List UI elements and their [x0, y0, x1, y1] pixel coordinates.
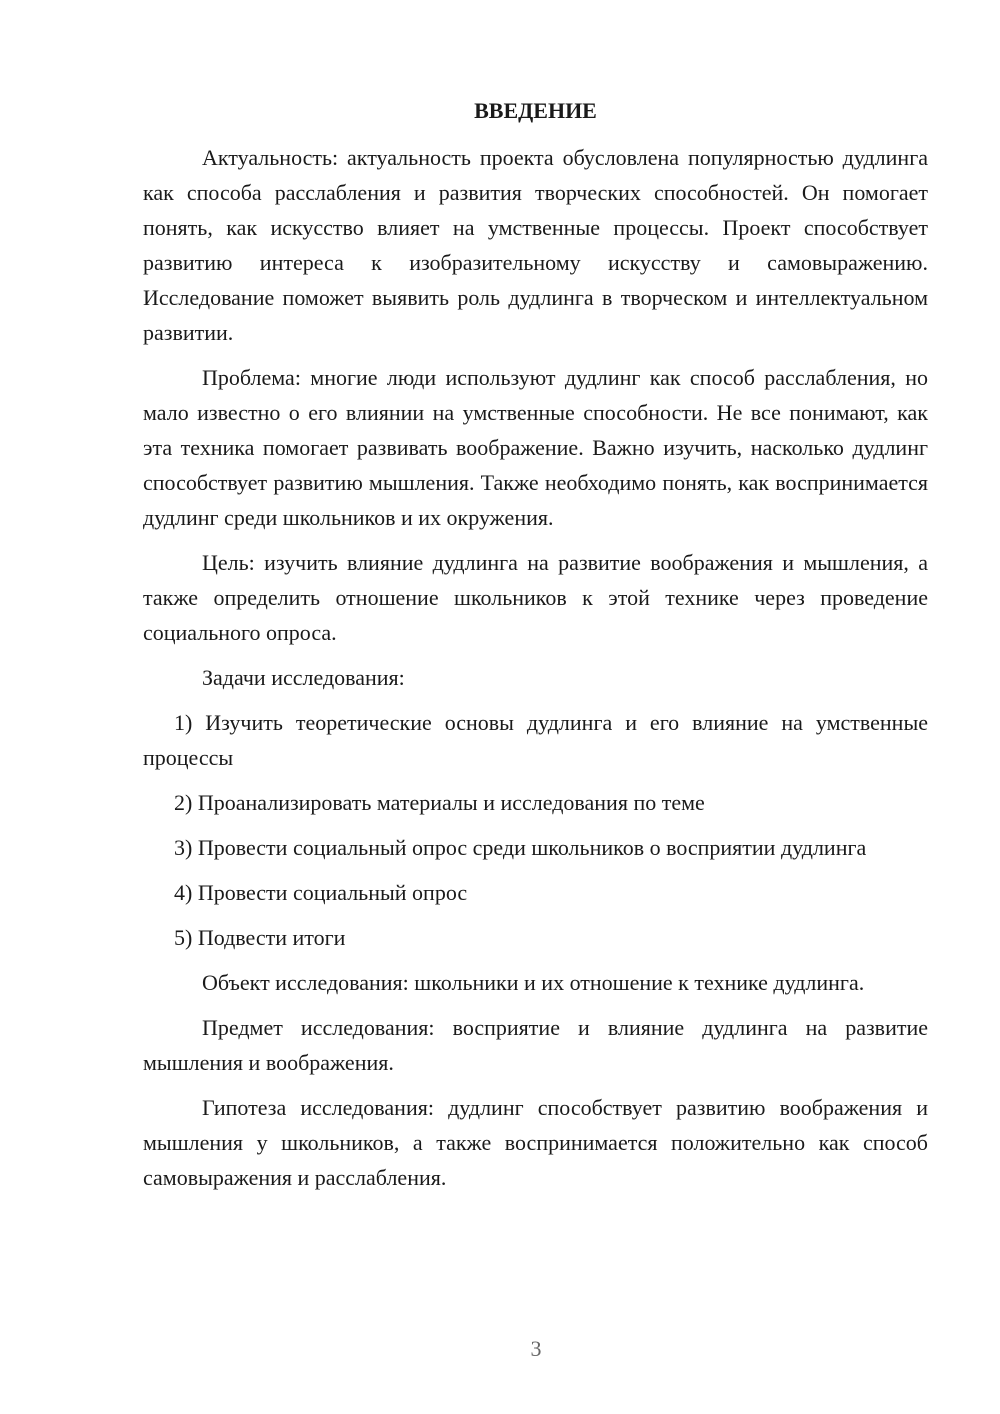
paragraph-goal: Цель: изучить влияние дудлинга на развитие воображения и мышления, а также определить отношение школьников к этой технике через проведение социального опроса.	[143, 550, 928, 645]
paragraph-relevance: Актуальность: актуальность проекта обусловлена популярностью дудлинга как способа расслабления и развития творческих способностей. Он помогает понять, как искусство влияет на умственные процессы. Проект способствует развитию интереса к изобразительному искусству и самовыражению. Исследование поможет выявить роль дудлинга в творческом и интеллектуальном развитии.	[143, 145, 928, 345]
paragraph-problem: Проблема: многие люди используют дудлинг как способ расслабления, но мало известно о его влиянии на умственные способности. Не все понимают, как эта техника помогает развивать воображение. Важно изучить, насколько дудлинг способствует развитию мышления. Также необходимо понять, как воспринимается дудлинг среди школьников и их окружения.	[143, 365, 928, 530]
paragraph-hypothesis: Гипотеза исследования: дудлинг способствует развитию воображения и мышления у школьников, а также воспринимается положительно как способ самовыражения и расслабления.	[143, 1095, 928, 1190]
list-item-task-1: 1) Изучить теоретические основы дудлинга и его влияние на умственные процессы	[143, 710, 928, 770]
tasks-heading: Задачи исследования:	[202, 665, 405, 690]
page-number: 3	[530, 1336, 542, 1361]
list-item-task-2: 2) Проанализировать материалы и исследования по теме	[174, 790, 705, 815]
page-title: ВВЕДЕНИЕ	[474, 98, 597, 123]
paragraph-object: Объект исследования: школьники и их отношение к технике дудлинга.	[202, 970, 865, 995]
document-body	[143, 96, 928, 1205]
list-item-task-3: 3) Провести социальный опрос среди школьников о восприятии дудлинга	[174, 835, 867, 860]
list-item-task-5: 5) Подвести итоги	[174, 925, 346, 950]
paragraph-subject: Предмет исследования: восприятие и влияние дудлинга на развитие мышления и воображения.	[143, 1015, 928, 1075]
list-item-task-4: 4) Провести социальный опрос	[174, 880, 468, 905]
